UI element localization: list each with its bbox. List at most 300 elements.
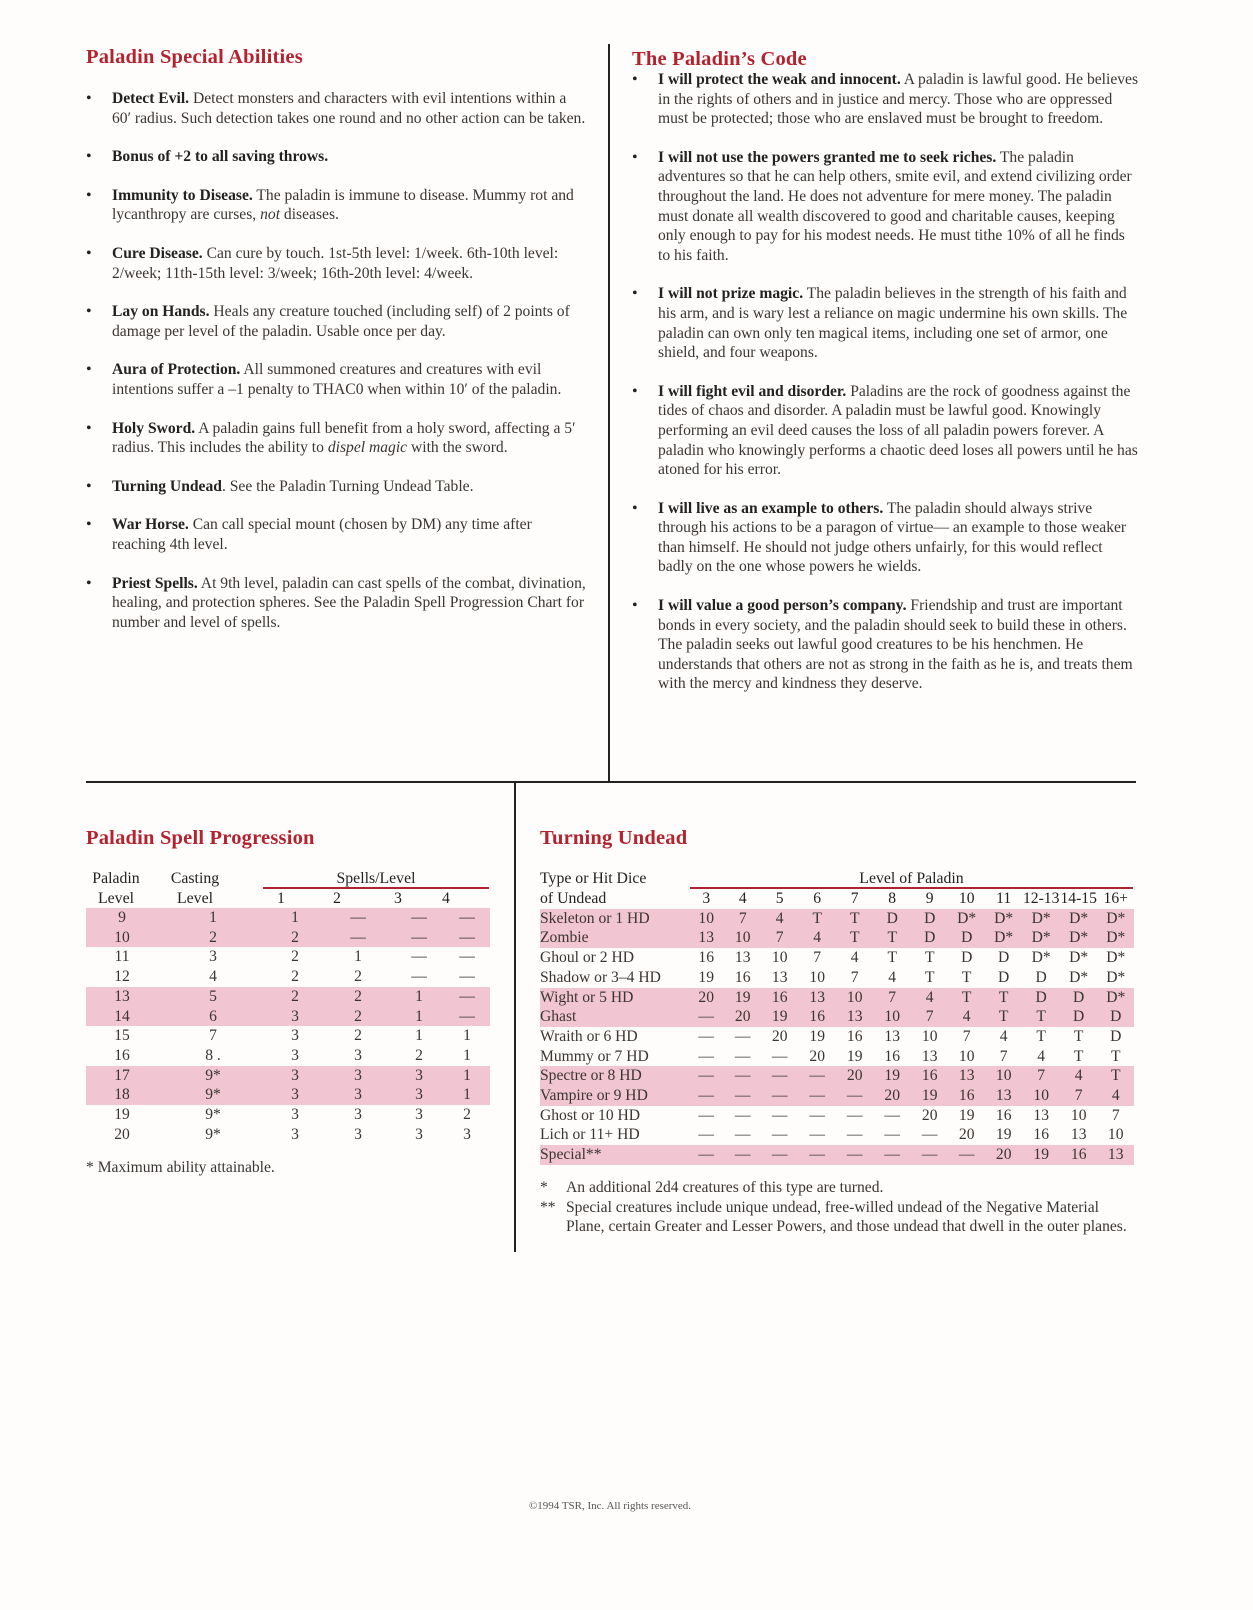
turning-result-cell: 16 [761, 988, 799, 1008]
ability-item-name: Bonus of +2 to all saving throws. [112, 148, 329, 166]
turning-result-cell: 4 [911, 988, 949, 1008]
spell-table-cell: 3 [354, 1046, 362, 1064]
paladin-level-column-label: 16+ [1103, 890, 1128, 907]
spell-table-row [86, 908, 490, 928]
turning-result-cell: D* [1022, 909, 1060, 929]
turning-result-cell: 4 [948, 1007, 984, 1027]
ability-item [86, 302, 586, 341]
turning-result-cell: 16 [734, 968, 751, 986]
turning-result-cell: — [734, 1126, 751, 1144]
code-item-text: Paladins are the rock of goodness against the tides of chaos and disorder. A paladin must be lawful good. Knowingly performing an evil deed causes the loss of all paladin powers forever. A paladin who knowingly performs a chaotic deed loses all powers until he has atoned for his error. [658, 382, 1138, 479]
spell-table-cell: 2 [322, 1007, 394, 1027]
turning-result-cell: — [771, 1126, 788, 1144]
turning-result-cell: D* [985, 909, 1023, 929]
turning-result-cell: D* [948, 909, 984, 929]
footnote-mark: ** [540, 1198, 556, 1216]
turning-result-cell: 13 [771, 968, 788, 986]
paladin-level-columns [540, 889, 1134, 909]
paladin-level-column-label: 7 [850, 890, 859, 907]
turning-result-cell: T [1073, 1047, 1084, 1065]
turning-result-cell: — [724, 1145, 760, 1165]
turning-result-cell: 20 [724, 1007, 760, 1027]
ability-item-text: Detect monsters and characters with evil intentions within a 60′ radius. Such detection takes one round and no other action can be taken. [112, 90, 586, 127]
turning-result-cell: 7 [999, 1047, 1008, 1065]
turning-result-cell: 16 [948, 1086, 984, 1106]
turning-result-cell: 20 [688, 988, 724, 1008]
turning-result-cell: — [836, 1145, 874, 1165]
ability-item-tail: with the sword. [407, 439, 508, 457]
code-item-text: A paladin is lawful good. He believes in the rights of others and in justice and mercy. Those who are oppressed must be protected; those who are enslaved must be brought to freedom. [658, 71, 1139, 128]
turning-result-cell: 7 [873, 988, 911, 1008]
paladin-level-column-label: 8 [888, 890, 897, 907]
spell-table-cell: 3 [415, 1125, 423, 1143]
turning-result-cell: 4 [1037, 1047, 1046, 1065]
ability-item-name: Cure Disease. [112, 244, 203, 262]
code-item [632, 148, 1140, 266]
footnote-mark: * [540, 1179, 548, 1196]
spell-table-row [86, 1066, 490, 1086]
code-item-name: I will fight evil and disorder. [658, 382, 847, 400]
code-title: The Paladin’s Code [632, 48, 807, 70]
turning-result-cell: 7 [962, 1027, 971, 1045]
type-header-line2: of Undead [540, 889, 607, 907]
ability-item-text: The paladin is immune to disease. Mummy rot and lycanthropy are curses, [112, 186, 574, 224]
turning-result-cell: 4 [999, 1027, 1008, 1045]
turning-result-cell: — [724, 1086, 760, 1106]
spell-table-cell: 3 [268, 1007, 322, 1027]
ability-item-italic: not [260, 206, 281, 224]
ability-item [86, 147, 586, 167]
turning-result-cell: — [798, 1066, 836, 1086]
spell-table-cell: 3 [268, 1066, 322, 1086]
code-item [632, 499, 1140, 577]
spell-table-cell: 2 [354, 968, 362, 986]
turning-result-cell: — [698, 1106, 715, 1124]
code-item [632, 70, 1140, 129]
spell-table-row [86, 1046, 490, 1066]
turning-result-cell: — [873, 1145, 911, 1165]
turning-result-cell: D* [985, 928, 1023, 948]
spell-table-row [86, 987, 490, 1007]
spell-table-cell: — [444, 1007, 490, 1027]
turning-result-cell: 4 [1060, 1066, 1098, 1086]
code-item [632, 596, 1140, 694]
turning-result-cell: T [985, 988, 1023, 1008]
spell-table-cell: — [394, 928, 444, 948]
spell-table-cell: — [444, 928, 490, 948]
turning-result-cell: — [771, 1047, 788, 1065]
turning-result-cell: D [1060, 988, 1098, 1008]
code-item-text: The paladin should always strive through his actions to be a paragon of virtue— an example to those weaker than himself. He should not judge others unfairly, for this would reflect badly on the one whose powers he wields. [658, 499, 1127, 576]
turning-result-cell: D [998, 968, 1010, 986]
spell-table-cell: 2 [268, 987, 322, 1007]
turning-result-cell: D [998, 949, 1010, 967]
spell-table-cell: 3 [322, 1085, 394, 1105]
code-item-text: The paladin adventures so that he can help others, smite evil, and extend civilizing order throughout the land. He does not adventure for mere money. The paladin must donate all wealth discovered to good and charitable causes, keeping only enough to pay for his modest needs. He must tithe 10% of all he finds to his faith. [658, 148, 1132, 264]
spell-progression-table [86, 908, 490, 1144]
turning-result-cell: 19 [1022, 1145, 1060, 1165]
turning-result-cell: D [948, 928, 984, 948]
turning-result-cell: D* [1097, 909, 1134, 929]
ability-item-name: Lay on Hands. [112, 303, 210, 321]
turning-result-cell: — [761, 1066, 799, 1086]
turning-result-cell: D* [1069, 949, 1089, 967]
spell-level-columns [263, 889, 489, 909]
code-item-text: Friendship and trust are important bonds in every society, and the paladin should seek to build these in others. The paladin seeks out lawful good creatures to be his henchmen. He understands that others are not as strong in the faith as he is, and treats them with the mercy and kindness they deserve. [658, 597, 1133, 693]
turning-result-cell: 16 [698, 949, 715, 967]
spell-table-cell: 18 [86, 1085, 158, 1105]
spell-table-cell: 2 [463, 1106, 471, 1124]
turning-result-cell: 7 [911, 1007, 949, 1027]
paladin-level-column-label: 12-13 [1022, 890, 1060, 907]
turning-result-cell: 16 [1033, 1126, 1049, 1144]
type-header-line1: Type or Hit Dice [540, 870, 647, 887]
ability-item [86, 360, 586, 399]
spell-table-cell: — [444, 987, 490, 1007]
turning-result-cell: 7 [761, 928, 799, 948]
spell-table-cell: 1 [268, 908, 322, 928]
undead-type-cell: Skeleton or 1 HD [540, 909, 688, 929]
spell-table-cell: 1 [444, 1066, 490, 1086]
turning-result-cell: T [887, 949, 897, 967]
turning-result-cell: 13 [1033, 1106, 1049, 1124]
spell-level-column-label: 3 [394, 890, 402, 907]
turning-result-cell: 10 [1107, 1126, 1124, 1144]
spell-progression-title: Paladin Spell Progression [86, 827, 315, 849]
turning-result-cell: 10 [985, 1066, 1023, 1086]
turning-result-cell: 7 [1022, 1066, 1060, 1086]
abilities-list [86, 89, 586, 651]
undead-type-cell: Spectre or 8 HD [540, 1066, 688, 1086]
turning-result-cell: D [911, 928, 949, 948]
spells-per-level-header: Spells/Level [336, 870, 416, 887]
turning-table-row [540, 1007, 1134, 1027]
spell-table-cell: — [322, 928, 394, 948]
copyright: ©1994 TSR, Inc. All rights reserved. [528, 1500, 692, 1512]
turning-result-cell: D [1022, 988, 1060, 1008]
spell-table-cell: 9* [158, 1085, 268, 1105]
turning-result-cell: D [1110, 1027, 1122, 1045]
spell-table-cell: 10 [86, 928, 158, 948]
turning-result-cell: 20 [985, 1145, 1023, 1165]
code-item-text: The paladin believes in the strength of his faith and his arm, and is wary lest a reliance on magic undermine his own skills. The paladin can own only ten magical items, including one set of armor, one shield, and four weapons. [658, 285, 1128, 362]
paladin-level-column-label: 6 [813, 890, 822, 907]
turning-result-cell: 10 [836, 988, 874, 1008]
spell-table-cell: 17 [86, 1066, 158, 1086]
turning-result-cell: 20 [836, 1066, 874, 1086]
undead-type-cell: Mummy or 7 HD [540, 1047, 649, 1065]
turning-result-cell: D [911, 909, 949, 929]
turning-result-cell: T [836, 928, 874, 948]
spell-table-cell: 9* [205, 1125, 221, 1143]
turning-result-cell: 16 [1060, 1145, 1098, 1165]
spell-table-cell: 3 [291, 1046, 299, 1064]
turning-result-cell: 4 [1097, 1086, 1134, 1106]
spell-table-cell: 3 [354, 1125, 362, 1143]
turning-result-cell: 16 [846, 1027, 863, 1045]
turning-result-cell: T [924, 949, 935, 967]
undead-type-cell: Shadow or 3–4 HD [540, 968, 661, 986]
turning-result-cell: T [1073, 1027, 1084, 1045]
turning-result-cell: 20 [958, 1126, 975, 1144]
spell-table-row [86, 1085, 490, 1105]
spell-table-cell: 2 [268, 928, 322, 948]
abilities-title: Paladin Special Abilities [86, 46, 303, 68]
spell-table-cell: 3 [291, 1125, 299, 1143]
paladin-header-line1: Paladin [92, 870, 140, 887]
turning-result-cell: — [688, 1086, 724, 1106]
footnote-text: An additional 2d4 creatures of this type are turned. [566, 1179, 884, 1196]
code-item-name: I will live as an example to others. [658, 499, 884, 517]
turning-result-cell: T [924, 968, 935, 986]
ability-item-name: Turning Undead [112, 477, 222, 495]
spell-table-cell: 16 [114, 1046, 130, 1064]
ability-item-text: . See the Paladin Turning Undead Table. [221, 477, 474, 495]
undead-type-cell: Ghast [540, 1007, 688, 1027]
turning-result-cell: 13 [836, 1007, 874, 1027]
spell-table-cell: 3 [394, 1066, 444, 1086]
turning-result-cell: D* [1097, 928, 1134, 948]
spell-table-row [86, 928, 490, 948]
turning-footnotes [540, 1178, 1134, 1237]
turning-result-cell: 10 [688, 909, 724, 929]
turning-result-cell: 19 [698, 968, 715, 986]
spell-table-cell: 3 [209, 948, 217, 966]
section-divider [86, 781, 1136, 783]
spell-level-column-label: 1 [277, 890, 285, 907]
turning-result-cell: D [873, 909, 911, 929]
code-item-name: I will protect the weak and innocent. [658, 71, 901, 88]
paladin-level-column-label: 3 [702, 890, 711, 907]
paladin-level-column-label: 11 [996, 890, 1012, 907]
turning-result-cell: — [698, 1027, 715, 1045]
ability-item-text: At 9th level, paladin can cast spells of the combat, divination, healing, and protection spheres. See the Paladin Spell Progression Chart for number and level of spells. [112, 574, 586, 631]
spell-footnote: * Maximum ability attainable. [86, 1159, 275, 1176]
turning-result-cell: 20 [873, 1086, 911, 1106]
ability-item [86, 574, 586, 633]
turning-result-cell: — [798, 1145, 836, 1165]
spell-table-row [86, 1125, 490, 1145]
ability-item [86, 244, 586, 283]
ability-item-text: All summoned creatures and creatures with evil intentions suffer a –1 penalty to THAC0 when within 10′ of the paladin. [112, 361, 562, 398]
turning-result-cell: 19 [911, 1086, 949, 1106]
spell-table-cell: 3 [291, 1106, 299, 1124]
spell-table-cell: 1 [415, 1027, 423, 1045]
turning-result-cell: — [688, 1145, 724, 1165]
turning-undead-table [540, 889, 1134, 1165]
spell-table-cell: 1 [394, 1007, 444, 1027]
turning-result-cell: 19 [761, 1007, 799, 1027]
turning-result-cell: — [809, 1106, 825, 1124]
turning-result-cell: 19 [958, 1106, 975, 1124]
spell-table-row [86, 947, 490, 967]
spell-table-row [86, 1007, 490, 1027]
turning-result-cell: 19 [846, 1047, 863, 1065]
turning-result-cell: 13 [1070, 1126, 1087, 1144]
spell-table-cell: 3 [415, 1106, 423, 1124]
turning-result-cell: 20 [921, 1106, 938, 1124]
turning-result-cell: 10 [921, 1027, 938, 1045]
turning-result-cell: — [698, 1047, 715, 1065]
turning-result-cell: 7 [813, 949, 822, 967]
turning-undead-title: Turning Undead [540, 827, 688, 849]
ability-item [86, 477, 586, 497]
undead-type-column-label [540, 889, 688, 909]
turning-result-cell: 16 [798, 1007, 836, 1027]
spell-table-cell: — [394, 908, 444, 928]
spell-table-cell: 3 [394, 1085, 444, 1105]
spell-table-cell: 1 [158, 908, 268, 928]
spell-table-row [86, 1105, 490, 1125]
turning-result-cell: 13 [688, 928, 724, 948]
turning-table-row [540, 1047, 1134, 1067]
turning-result-cell: T [1097, 1066, 1134, 1086]
ability-item [86, 419, 586, 458]
turning-result-cell: D [1060, 1007, 1098, 1027]
turning-result-cell: T [985, 1007, 1023, 1027]
turning-result-cell: — [884, 1106, 900, 1124]
spell-table-cell: 7 [209, 1027, 217, 1045]
spell-table-cell: — [411, 968, 427, 986]
casting-header-line2: Level [177, 889, 213, 907]
ability-item-tail: diseases. [280, 206, 339, 224]
turning-result-cell: 13 [884, 1027, 900, 1045]
paladin-level-column-label: 5 [775, 890, 784, 907]
spell-table-cell: 9* [205, 1106, 221, 1124]
turning-table-row [540, 968, 1134, 988]
spell-table-cell: 3 [354, 1106, 362, 1124]
turning-table-row [540, 1027, 1134, 1047]
footnote-text: Special creatures include unique undead, free-willed undead of the Negative Material Plane, certain Greater and Lesser Powers, and those undead that dwell in the outer planes. [566, 1198, 1127, 1236]
paladin-header-line2: Level [98, 889, 134, 907]
ability-item [86, 89, 586, 128]
spell-table-cell: 14 [86, 1007, 158, 1027]
ability-item-text: Heals any creature touched (including self) of 2 points of damage per level of the paladin. Usable once per day. [112, 303, 570, 340]
ability-item-italic: dispel magic [327, 439, 408, 457]
spell-table-cell: 3 [463, 1125, 471, 1143]
turning-result-cell: D* [1060, 928, 1098, 948]
turning-result-cell: 4 [888, 968, 897, 986]
turning-result-cell: T [1036, 1027, 1046, 1045]
turning-result-cell: D* [1060, 909, 1098, 929]
turning-result-cell: 13 [1097, 1145, 1134, 1165]
spell-table-cell: — [459, 948, 475, 966]
undead-type-cell: Vampire or 9 HD [540, 1086, 688, 1106]
turning-table-row [540, 1125, 1134, 1145]
turning-result-cell: — [734, 1047, 751, 1065]
spell-table-cell: — [322, 908, 394, 928]
turning-result-cell: — [884, 1126, 900, 1144]
turning-result-cell: T [948, 988, 984, 1008]
undead-type-cell: Lich or 11+ HD [540, 1126, 640, 1144]
turning-table-row [540, 948, 1134, 968]
upper-column-divider [608, 44, 610, 782]
spell-table-cell: 13 [86, 987, 158, 1007]
turning-result-cell: — [734, 1106, 751, 1124]
turning-result-cell: 13 [921, 1047, 938, 1065]
spell-table-cell: 20 [114, 1125, 130, 1143]
spell-level-column-label: 2 [333, 890, 341, 907]
ability-item-name: War Horse. [112, 516, 189, 534]
turning-result-cell: — [798, 1086, 836, 1106]
turning-result-cell: 20 [771, 1027, 788, 1045]
spell-table-cell: 3 [268, 1085, 322, 1105]
spell-level-column-label: 4 [442, 890, 450, 907]
spell-table-cell: 2 [291, 948, 299, 966]
ability-item-name: Immunity to Disease. [112, 186, 253, 204]
turning-result-cell: — [688, 1007, 724, 1027]
turning-result-cell: D* [1097, 988, 1134, 1008]
turning-result-cell: 4 [850, 949, 859, 967]
spell-table-cell: 1 [394, 987, 444, 1007]
spell-table-cell: 1 [354, 948, 362, 966]
undead-type-cell: Wraith or 6 HD [540, 1027, 638, 1045]
turning-result-cell: — [846, 1106, 863, 1124]
spell-table-cell: 12 [114, 968, 130, 986]
spell-table-cell: — [459, 968, 475, 986]
turning-result-cell: — [698, 1126, 715, 1144]
spell-table-cell: 11 [114, 948, 130, 966]
turning-result-cell: 7 [1060, 1086, 1098, 1106]
ability-item-name: Aura of Protection. [112, 361, 241, 379]
turning-result-cell: — [688, 1066, 724, 1086]
turning-result-cell: 19 [995, 1126, 1012, 1144]
spell-table-cell: — [444, 908, 490, 928]
turning-result-cell: 7 [850, 968, 859, 986]
turning-result-cell: 13 [798, 988, 836, 1008]
spell-table-cell: 3 [291, 1027, 299, 1045]
paladin-level-column-label: 14-15 [1060, 890, 1097, 907]
undead-type-cell: Wight or 5 HD [540, 988, 688, 1008]
spell-table-cell: 19 [114, 1106, 130, 1124]
turning-result-cell: T [798, 909, 836, 929]
turning-footnote [540, 1198, 1134, 1237]
turning-result-cell: 19 [809, 1027, 825, 1045]
spell-table-cell: 2 [291, 968, 299, 986]
turning-result-cell: 19 [724, 988, 760, 1008]
turning-table-row [540, 1086, 1134, 1106]
ability-item-name: Holy Sword. [112, 419, 196, 437]
turning-result-cell: T [1022, 1007, 1060, 1027]
turning-result-cell: D* [1106, 949, 1126, 967]
turning-result-cell: 7 [1111, 1106, 1120, 1124]
undead-type-cell: Ghoul or 2 HD [540, 949, 634, 967]
turning-table-row [540, 1145, 1134, 1165]
lower-column-divider [514, 782, 516, 1252]
spell-table-cell: 6 [158, 1007, 268, 1027]
spell-table-cell: 2 [354, 1027, 362, 1045]
undead-type-cell: Zombie [540, 928, 688, 948]
turning-result-cell: D [1035, 968, 1047, 986]
turning-result-cell: D* [1069, 968, 1089, 986]
code-item [632, 284, 1140, 362]
turning-result-cell: 13 [734, 949, 751, 967]
turning-result-cell: 4 [761, 909, 799, 929]
ability-item-text: Can call special mount (chosen by DM) any time after reaching 4th level. [112, 516, 532, 553]
paladin-level-column-label: 9 [925, 890, 934, 907]
turning-result-cell: 7 [724, 909, 760, 929]
turning-result-cell: — [846, 1126, 863, 1144]
turning-result-cell: D* [1031, 949, 1051, 967]
turning-result-cell: 20 [809, 1047, 825, 1065]
turning-result-cell: 16 [995, 1106, 1012, 1124]
turning-result-cell: 10 [1070, 1106, 1087, 1124]
code-list [632, 70, 1140, 713]
spell-table-cell: 1 [463, 1027, 471, 1045]
turning-result-cell: D [961, 949, 973, 967]
turning-table-row [540, 1106, 1134, 1126]
ability-item [86, 186, 586, 225]
